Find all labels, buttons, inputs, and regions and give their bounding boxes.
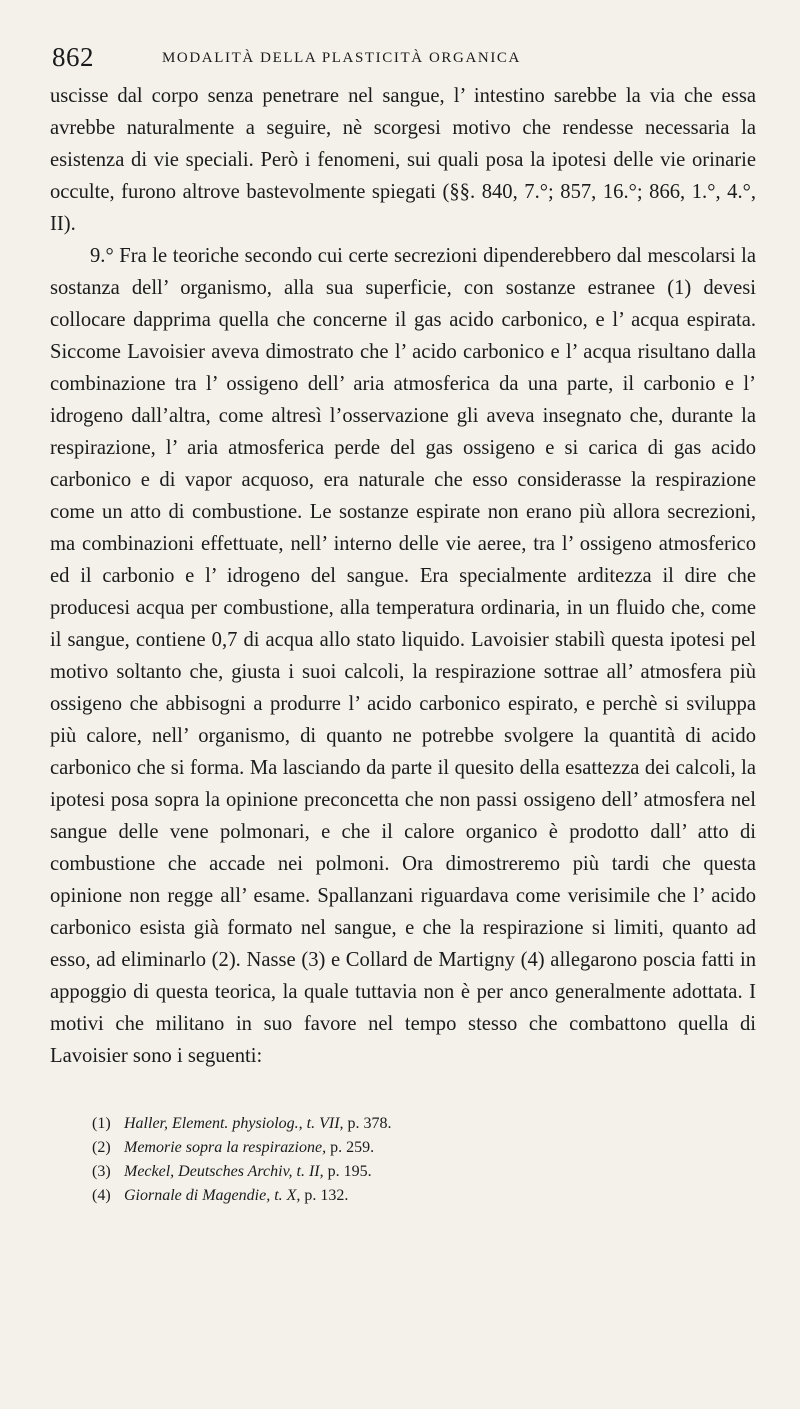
page-header [50,42,756,78]
footnote-3 [92,1160,756,1184]
footnote-page: p. 195. [327,1163,372,1180]
footnotes [50,1112,756,1208]
footnote-mark: (4) [92,1187,111,1204]
main-text [50,80,756,1072]
footnote-mark: (3) [92,1163,111,1180]
footnote-4 [92,1184,756,1208]
footnote-page: p. 132. [304,1187,349,1204]
footnote-mark: (1) [92,1115,111,1132]
footnote-page: p. 259. [330,1139,375,1156]
footnote-source: Memorie sopra la respirazione, [124,1139,327,1156]
paragraph-continued: uscisse dal corpo senza penetrare nel sangue, l’ intestino sarebbe la via che essa avrebbe naturalmente a seguire, nè scorgesi motivo che rendesse necessaria la esistenza di vie speciali. Però i fenomeni, sui quali posa la ipotesi delle vie orinarie occulte, furono altrove bastevolmente spiegati (§§. 840, 7.°; 857, 16.°; 866, 1.°, 4.°, II). [50,85,756,235]
footnote-2 [92,1136,756,1160]
footnote-mark: (2) [92,1139,111,1156]
footnote-source: Meckel, Deutsches Archiv, t. II, [124,1163,324,1180]
paragraph-section-9: 9.° Fra le teoriche secondo cui certe secrezioni dipenderebbero dal mescolarsi la sostanza dell’ organismo, alla sua superficie, con sostanze estranee (1) devesi collocare dapprima quella che concerne il gas acido carbonico, e l’ acqua espirata. Siccome Lavoisier aveva dimostrato che l’ acido carbonico e l’ acqua risultano dalla combinazione tra l’ ossigeno dell’ aria atmosferica da una parte, il carbonio e l’ idrogeno dall’altra, come altresì l’osservazione gli aveva insegnato che, durante la respirazione, l’ aria atmosferica perde del gas ossigeno e si carica di gas acido carbonico e di vapor acquoso, era naturale che esso considerasse la respirazione come un atto di combustione. Le sostanze espirate non erano più allora secrezioni, ma combinazioni effettuate, nell’ interno delle vie aeree, tra l’ ossigeno atmosferico ed il carbonio e l’ idrogeno del sangue. Era specialmente arditezza il dire che producesi acqua per combustione, alla temperatura ordinaria, in un fluido che, come il sangue, contiene 0,7 di acqua allo stato liquido. Lavoisier stabilì questa ipotesi pel motivo soltanto che, giusta i suoi calcoli, la respirazione sottrae all’ atmosfera più ossigeno che abbisogni a produrre l’ acido carbonico espirato, e perchè si sviluppa più calore, nell’ organismo, di quanto ne potrebbe svolgere la quantità di acido carbonico che si forma. Ma lasciando da parte il quesito della esattezza dei calcoli, la ipotesi posa sopra la opinione preconcetta che non passi ossigeno dell’ atmosfera nel sangue delle vene polmonari, e che il calore organico è prodotto dall’ atto di combustione che accade nei polmoni. Ora dimostreremo più tardi che questa opinione non regge all’ esame. Spallanzani riguardava come verisimile che l’ acido carbonico esista già formato nel sangue, e che la respirazione si limiti, quanto ad esso, ad eliminarlo (2). Nasse (3) e Collard de Martigny (4) allegarono poscia fatti in appoggio di questa teorica, la quale tuttavia non è per anco generalmente adottata. I motivi che militano in suo favore nel tempo stesso che combattono quella di Lavoisier sono i seguenti: [50,245,756,1067]
footnote-page: p. 378. [347,1115,392,1132]
footnote-1 [92,1112,756,1136]
page-number: 862 [52,42,94,72]
footnote-source: Giornale di Magendie, t. X, [124,1187,301,1204]
footnote-source: Haller, Element. physiolog., t. VII, [124,1115,344,1132]
book-page [50,42,756,1208]
running-title: MODALITÀ DELLA PLASTICITÀ ORGANICA [162,50,521,66]
